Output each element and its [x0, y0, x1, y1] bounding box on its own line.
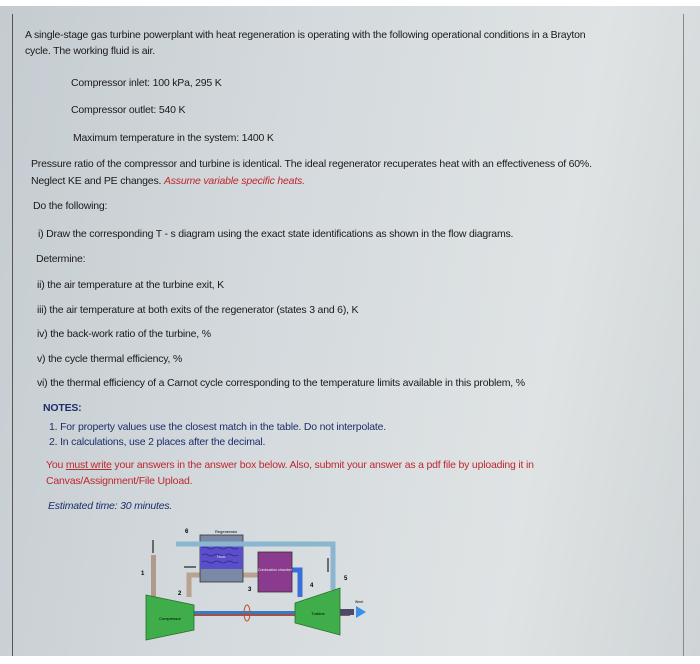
note-2: 2. In calculations, use 2 places after the decimal. — [49, 436, 266, 448]
flow-diagram — [140, 515, 380, 660]
state-3: 3 — [248, 587, 252, 593]
state-2: 2 — [178, 591, 182, 597]
heat-label: Heat — [217, 554, 226, 559]
state-1: 1 — [141, 571, 145, 577]
warn-must-write: must write — [65, 459, 112, 471]
state-4: 4 — [310, 583, 314, 589]
inlet-pipe — [151, 555, 156, 597]
compressor-label: Compressor — [159, 616, 181, 621]
estimated-time: Estimated time: 30 minutes. — [48, 500, 173, 512]
turbine-label: Turbine — [311, 611, 325, 616]
task-iv: iv) the back-work ratio of the turbine, % — [37, 328, 211, 340]
task-vi: vi) the thermal efficiency of a Carnot cycle corresponding to the temperature limits available in this problem, % — [37, 377, 525, 389]
determine-heading: Determine: — [36, 253, 86, 265]
intro-line-2: cycle. The working fluid is air. — [25, 45, 155, 57]
condition-max-temperature: Maximum temperature in the system: 1400 K — [73, 132, 274, 144]
task-ii: ii) the air temperature at the turbine exit, K — [37, 279, 224, 291]
task-iii: iii) the air temperature at both exits of the regenerator (states 3 and 6), K — [37, 304, 359, 316]
notes-heading: NOTES: — [43, 402, 82, 414]
warn-prefix: You — [46, 459, 66, 471]
do-following-heading: Do the following: — [33, 200, 108, 212]
intro-line-1: A single-stage gas turbine powerplant with heat regeneration is operating with the following operational conditions in a Brayton — [25, 29, 586, 41]
submission-location: Canvas/Assignment/File Upload. — [46, 475, 193, 487]
neglect-text: Neglect KE and PE changes. — [31, 175, 162, 187]
condition-compressor-outlet: Compressor outlet: 540 K — [71, 104, 186, 116]
condition-compressor-inlet: Compressor inlet: 100 kPa, 295 K — [71, 77, 222, 89]
state-5: 5 — [344, 576, 348, 582]
variable-specific-heats-text: Assume variable specific heats. — [163, 175, 305, 187]
note-1: 1. For property values use the closest match in the table. Do not interpolate. — [49, 421, 386, 433]
pressure-ratio-text: Pressure ratio of the compressor and turbine is identical. The ideal regenerator recuperates heat with an effectiveness of 60%. — [31, 158, 592, 170]
state-6: 6 — [185, 529, 189, 535]
combustion-chamber — [258, 552, 292, 592]
submission-warning — [46, 459, 534, 471]
assumptions-text — [31, 175, 305, 187]
regenerator-label: Regenerator — [215, 529, 238, 534]
wnet-arrow-icon — [356, 606, 366, 618]
task-i: i) Draw the corresponding T - s diagram using the exact state identifications as shown in the flow diagrams. — [38, 228, 514, 240]
pipe-4 — [292, 570, 300, 597]
wnet-label: Wnet — [355, 600, 364, 604]
warn-rest: your answers in the answer box below. Also, submit your answer as a pdf file by uploading it in — [111, 459, 534, 471]
task-v: v) the cycle thermal efficiency, % — [37, 353, 183, 365]
combustion-label: Combustion chamber — [257, 568, 293, 572]
